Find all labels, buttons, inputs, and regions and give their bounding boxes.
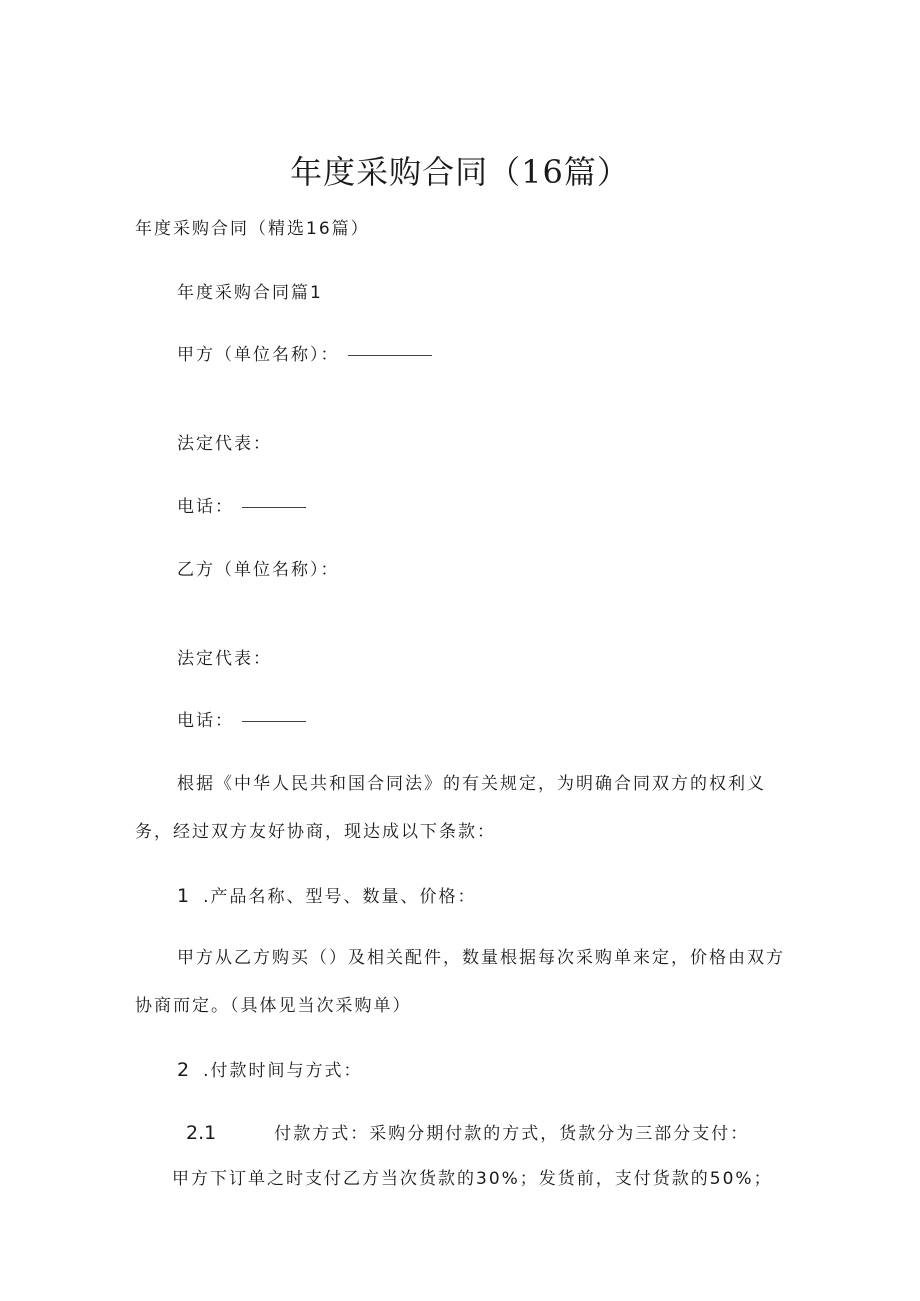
clause-2-heading	[177, 1061, 363, 1080]
party-b-rep: 法定代表：	[177, 649, 272, 669]
clause-1-heading	[177, 887, 477, 906]
party-a-line	[177, 347, 432, 364]
clause-2-text: .付款时间与方式：	[203, 1061, 363, 1081]
clause-1-body-line-2: 协商而定。（具体见当次采购单）	[135, 996, 412, 1016]
party-b-phone-line	[177, 713, 306, 730]
party-a-label: 甲方（单位名称）：	[177, 345, 340, 365]
party-a-phone-line	[177, 499, 306, 516]
party-b-phone-blank	[242, 720, 306, 722]
party-b-phone-label: 电话：	[177, 711, 234, 731]
intro-line-2: 务，经过双方友好协商，现达成以下条款：	[135, 822, 496, 842]
clause-1-number: 1	[177, 885, 190, 907]
party-a-phone-label: 电话：	[177, 497, 234, 517]
clause-2-1-text: 付款方式：采购分期付款的方式，货款分为三部分支付：	[274, 1124, 750, 1144]
clause-2-1-number: 2.1	[186, 1122, 217, 1144]
intro-line-1: 根据《中华人民共和国合同法》的有关规定，为明确合同双方的权利义	[177, 774, 766, 794]
clause-2-1-heading	[186, 1124, 749, 1143]
party-a-phone-blank	[242, 506, 306, 508]
party-b-label: 乙方（单位名称）：	[177, 560, 340, 580]
section-heading: 年度采购合同篇1	[177, 283, 323, 303]
document-subtitle: 年度采购合同（精选16篇）	[135, 219, 370, 239]
clause-2-number: 2	[177, 1059, 190, 1081]
party-a-rep: 法定代表：	[177, 434, 272, 454]
clause-2-1-body: 甲方下订单之时支付乙方当次货款的30%；发货前，支付货款的50%；	[172, 1169, 773, 1189]
document-title: 年度采购合同（16篇）	[290, 153, 630, 191]
party-a-blank	[348, 354, 432, 356]
clause-1-body-line-1: 甲方从乙方购买（）及相关配件，数量根据每次采购单来定，价格由双方	[177, 948, 785, 968]
clause-1-text: .产品名称、型号、数量、价格：	[203, 887, 477, 907]
